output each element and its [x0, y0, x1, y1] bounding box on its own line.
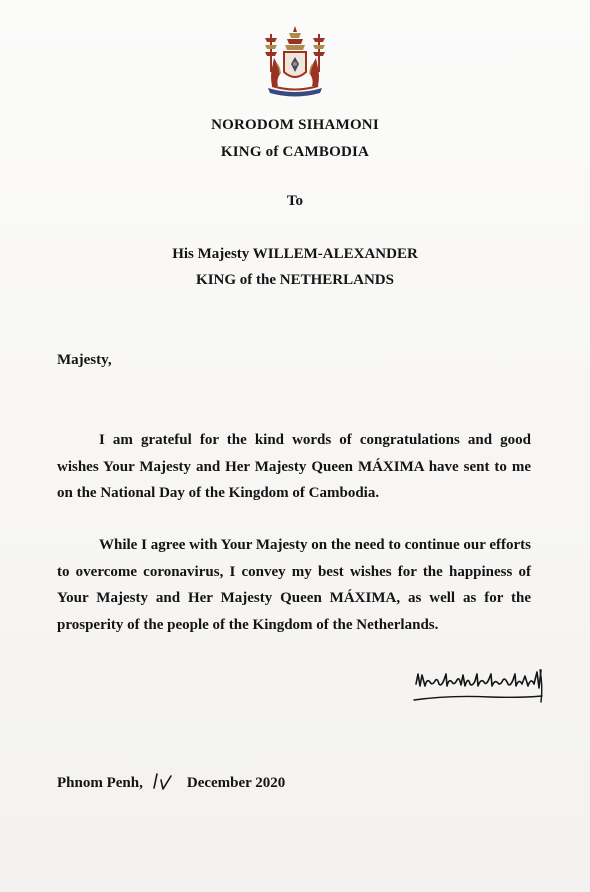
paragraph-gratitude: I am grateful for the kind words of congratulations and good wishes Your Majesty and Her Majesty Queen MÁXIMA have sent to me on the National Day of the Kingdom of Cambodia.	[57, 432, 531, 501]
sender-name: NORODOM SIHAMONI	[211, 117, 379, 133]
place-text: Phnom Penh,	[57, 775, 143, 791]
salutation: Majesty,	[57, 352, 112, 368]
to-label: To	[286, 193, 304, 209]
date-text: December 2020	[186, 775, 286, 791]
paragraph-wishes: While I agree with Your Majesty on the need to continue our efforts to overcome coronavirus, I convey my best wishes for the happiness of Your Majesty and Her Majesty Queen MÁXIMA, as well as for the prosperity of the people of the Kingdom of the Netherlands.	[57, 537, 531, 633]
place-and-date	[57, 771, 285, 792]
royal-coat-of-arms-icon	[258, 24, 332, 100]
recipient-title: KING of the NETHERLANDS	[196, 272, 394, 288]
handwritten-day-mark	[151, 771, 179, 791]
handwritten-signature	[410, 662, 550, 710]
recipient-name: His Majesty WILLEM-ALEXANDER	[172, 246, 418, 262]
sender-title: KING of CAMBODIA	[220, 144, 370, 160]
